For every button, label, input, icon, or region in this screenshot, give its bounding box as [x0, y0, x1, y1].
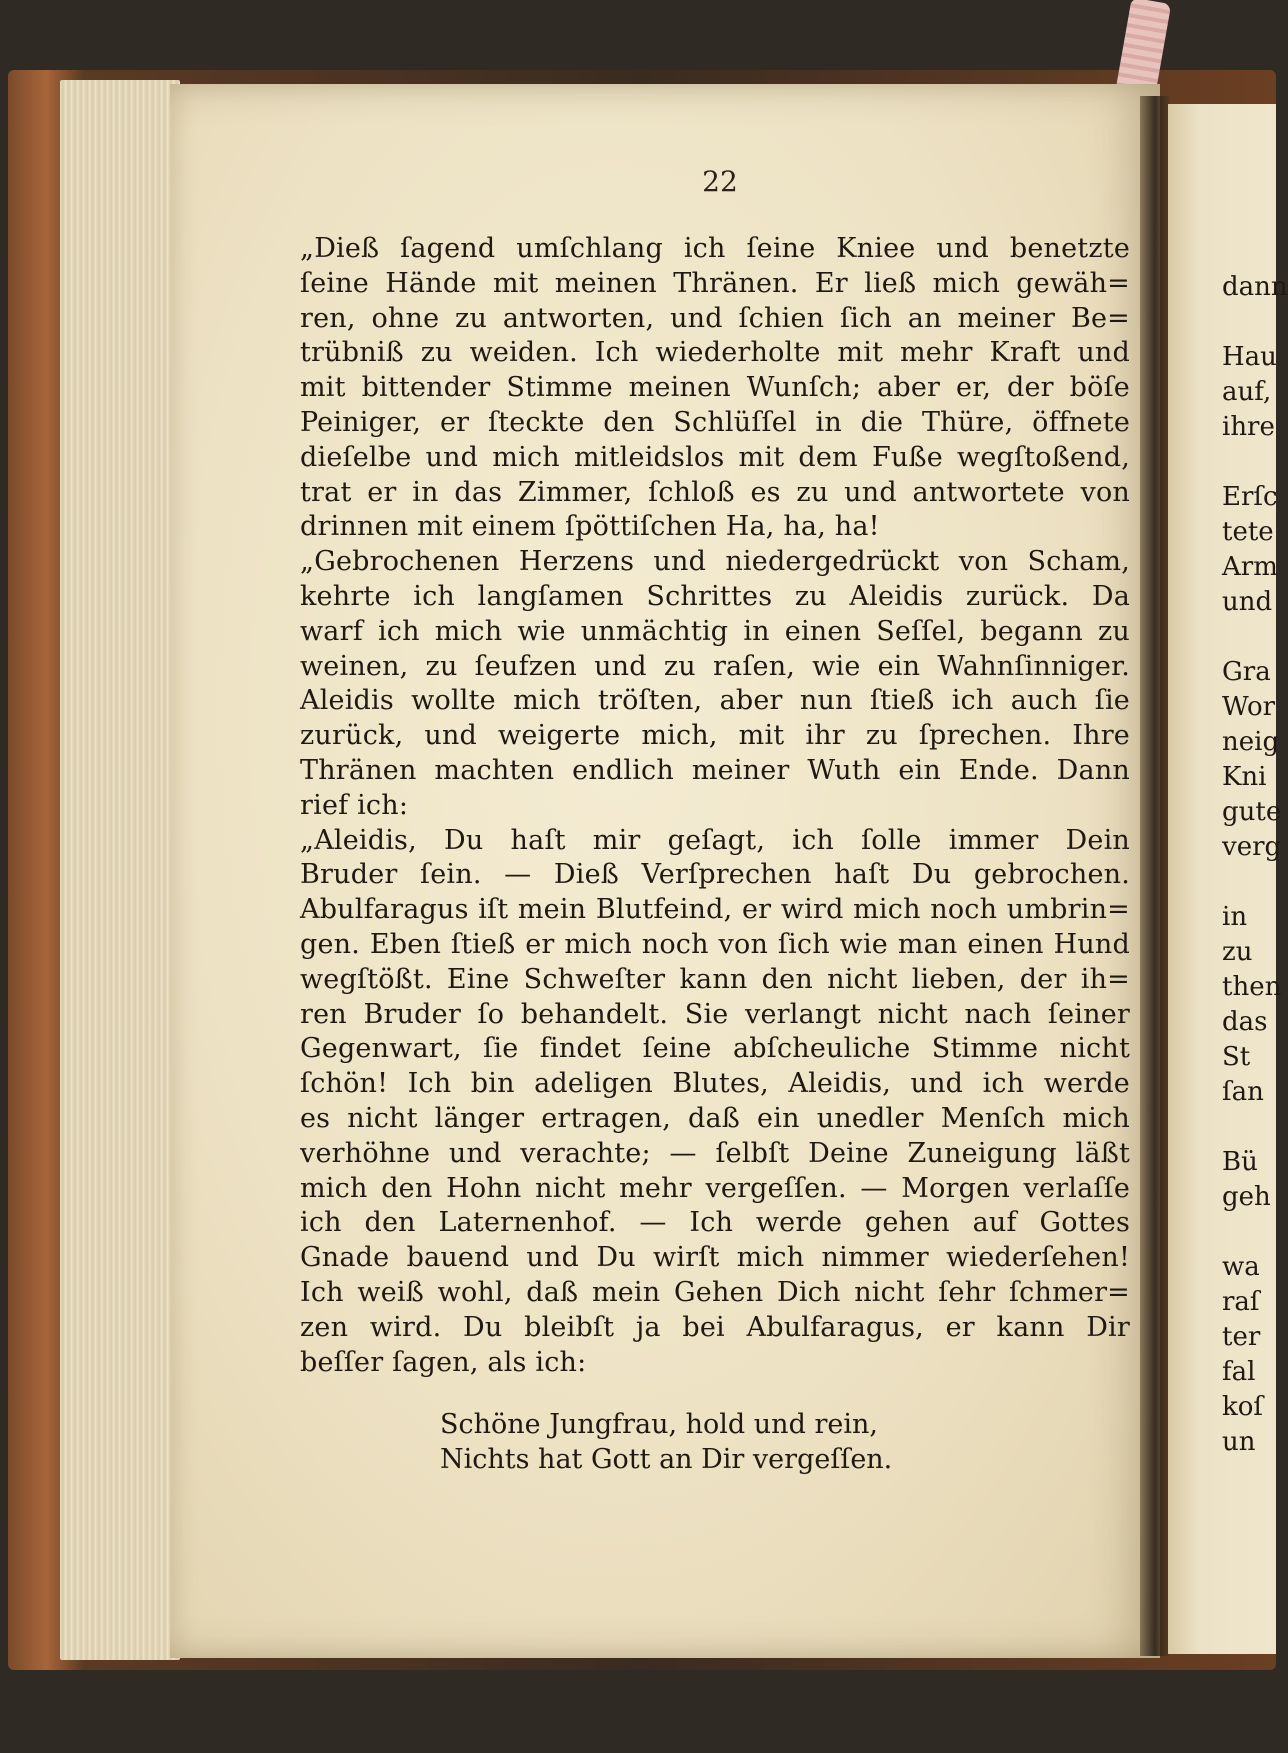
text-line: Thränen machten endlich meiner Wuth ein Ende. Dann	[300, 754, 1130, 786]
facing-page-line: zu	[1222, 937, 1253, 967]
text-line: verhöhne und verachte; — ſelbſt Deine Zuneigung läßt	[300, 1137, 1130, 1169]
facing-page-line: koſ	[1222, 1392, 1264, 1422]
text-line: rief ich:	[300, 789, 409, 821]
text-line: mit bittender Stimme meinen Wunſch; aber er, der böſe	[300, 372, 1130, 404]
text-line: ren, ohne zu antworten, und ſchien ſich an meiner Be=	[300, 302, 1130, 334]
facing-page-line: tete	[1222, 517, 1274, 547]
verse	[440, 1407, 1040, 1477]
facing-page-line: Erſc	[1222, 482, 1278, 512]
facing-page-line: ihre	[1222, 412, 1275, 442]
text-line: ich den Laternenhof. — Ich werde gehen auf Gottes	[300, 1207, 1130, 1239]
text-line: ſeine Hände mit meinen Thränen. Er ließ mich gewäh=	[300, 267, 1130, 299]
facing-page-line: ter	[1222, 1322, 1261, 1352]
facing-page-line: Bü	[1222, 1147, 1258, 1177]
text-line: trübniß zu weiden. Ich wiederholte mit mehr Kraft und	[300, 337, 1130, 369]
text-line: ren Bruder ſo behandelt. Sie verlangt nicht nach ſeiner	[300, 998, 1130, 1030]
facing-page-line: Arm	[1222, 552, 1278, 582]
facing-page-text	[1222, 270, 1288, 1460]
facing-page-line: fal	[1222, 1357, 1256, 1387]
facing-page-line: Wor	[1222, 692, 1276, 722]
facing-page-line	[1222, 620, 1276, 655]
facing-page-line: Gra	[1222, 657, 1271, 687]
text-line: mich den Hohn nicht mehr vergeſſen. — Morgen verlaſſe	[300, 1172, 1130, 1204]
text-line: zen wird. Du bleibſt ja bei Abulfaragus, er kann Dir	[300, 1311, 1130, 1343]
text-line: Bruder ſein. — Dieß Verſprechen haſt Du gebrochen.	[300, 859, 1130, 891]
facing-page-line: neig	[1222, 727, 1280, 757]
facing-page-line	[1222, 1110, 1276, 1145]
facing-page-line: raſ	[1222, 1287, 1260, 1317]
facing-page-line: verg	[1222, 832, 1282, 862]
text-line: wegſtößt. Eine Schweſter kann den nicht lieben, der ih=	[300, 963, 1130, 995]
text-line: Gnade bauend und Du wirſt mich nimmer wiederſehen!	[300, 1242, 1130, 1274]
facing-page-line: Hau	[1222, 342, 1277, 372]
text-line: dieſelbe und mich mitleidslos mit dem Fuße wegſtoßend,	[300, 441, 1130, 473]
facing-page-line	[1222, 445, 1276, 480]
facing-page-line: St	[1222, 1042, 1251, 1072]
verse-line: Nichts hat Gott an Dir vergeſſen.	[440, 1444, 893, 1475]
text-line: drinnen mit einem ſpöttiſchen Ha, ha, ha!	[300, 511, 880, 543]
page-edges	[60, 80, 180, 1660]
facing-page-line: in	[1222, 902, 1248, 932]
facing-page-line	[1222, 1215, 1276, 1250]
text-line: Aleidis wollte mich tröſten, aber nun ſtieß ich auch ſie	[300, 685, 1130, 717]
text-line: gen. Eben ſtieß er mich noch von ſich wie man einen Hund	[300, 928, 1130, 960]
facing-page-line: un	[1222, 1427, 1256, 1457]
text-line: Gegenwart, ſie findet ſeine abſcheuliche Stimme nicht	[300, 1033, 1130, 1065]
book-gutter	[1140, 96, 1170, 1656]
page-number: 22	[702, 165, 738, 198]
text-line: Ich weiß wohl, daß mein Gehen Dich nicht ſehr ſchmer=	[300, 1276, 1130, 1308]
body-text	[300, 232, 1130, 1380]
facing-page-line: dann	[1222, 272, 1288, 302]
facing-page-line	[1222, 865, 1276, 900]
facing-page-line: wa	[1222, 1252, 1260, 1282]
text-line: trat er in das Zimmer, ſchloß es zu und antwortete von	[300, 476, 1130, 508]
text-line: „Dieß ſagend umſchlang ich ſeine Kniee und benetzte	[300, 233, 1130, 264]
text-line: kehrte ich langſamen Schrittes zu Aleidis zurück. Da	[300, 580, 1130, 612]
text-line: weinen, zu ſeufzen und zu raſen, wie ein Wahnſinniger.	[300, 650, 1130, 682]
facing-page-line: Kni	[1222, 762, 1267, 792]
text-line: Abulfaragus iſt mein Blutfeind, er wird mich noch umbrin=	[300, 894, 1130, 926]
text-line: Peiniger, er ſteckte den Schlüſſel in die Thüre, öffnete	[300, 406, 1130, 438]
text-line: ſchön! Ich bin adeligen Blutes, Aleidis, und ich werde	[300, 1068, 1130, 1100]
facing-page-line: das	[1222, 1007, 1268, 1037]
text-line: es nicht länger ertragen, daß ein unedler Menſch mich	[300, 1102, 1130, 1134]
facing-page-line: geh	[1222, 1182, 1271, 1212]
facing-page-line: gute	[1222, 797, 1282, 827]
facing-page-line: then	[1222, 972, 1282, 1002]
text-line: warf ich mich wie unmächtig in einen Seſſel, begann zu	[300, 615, 1130, 647]
text-line: „Aleidis, Du haſt mir geſagt, ich ſolle immer Dein	[300, 824, 1130, 856]
text-line: zurück, und weigerte mich, mit ihr zu ſprechen. Ihre	[300, 720, 1130, 752]
text-line: „Gebrochenen Herzens und niedergedrückt von Scham,	[300, 546, 1130, 578]
facing-page-line: und	[1222, 587, 1273, 617]
verse-line: Schöne Jungfrau, hold und rein,	[440, 1409, 878, 1440]
facing-page-line	[1222, 305, 1276, 340]
facing-page-line: ſan	[1222, 1077, 1264, 1107]
facing-page-line: auf,	[1222, 377, 1272, 407]
text-line: beſſer ſagen, als ich:	[300, 1346, 587, 1378]
